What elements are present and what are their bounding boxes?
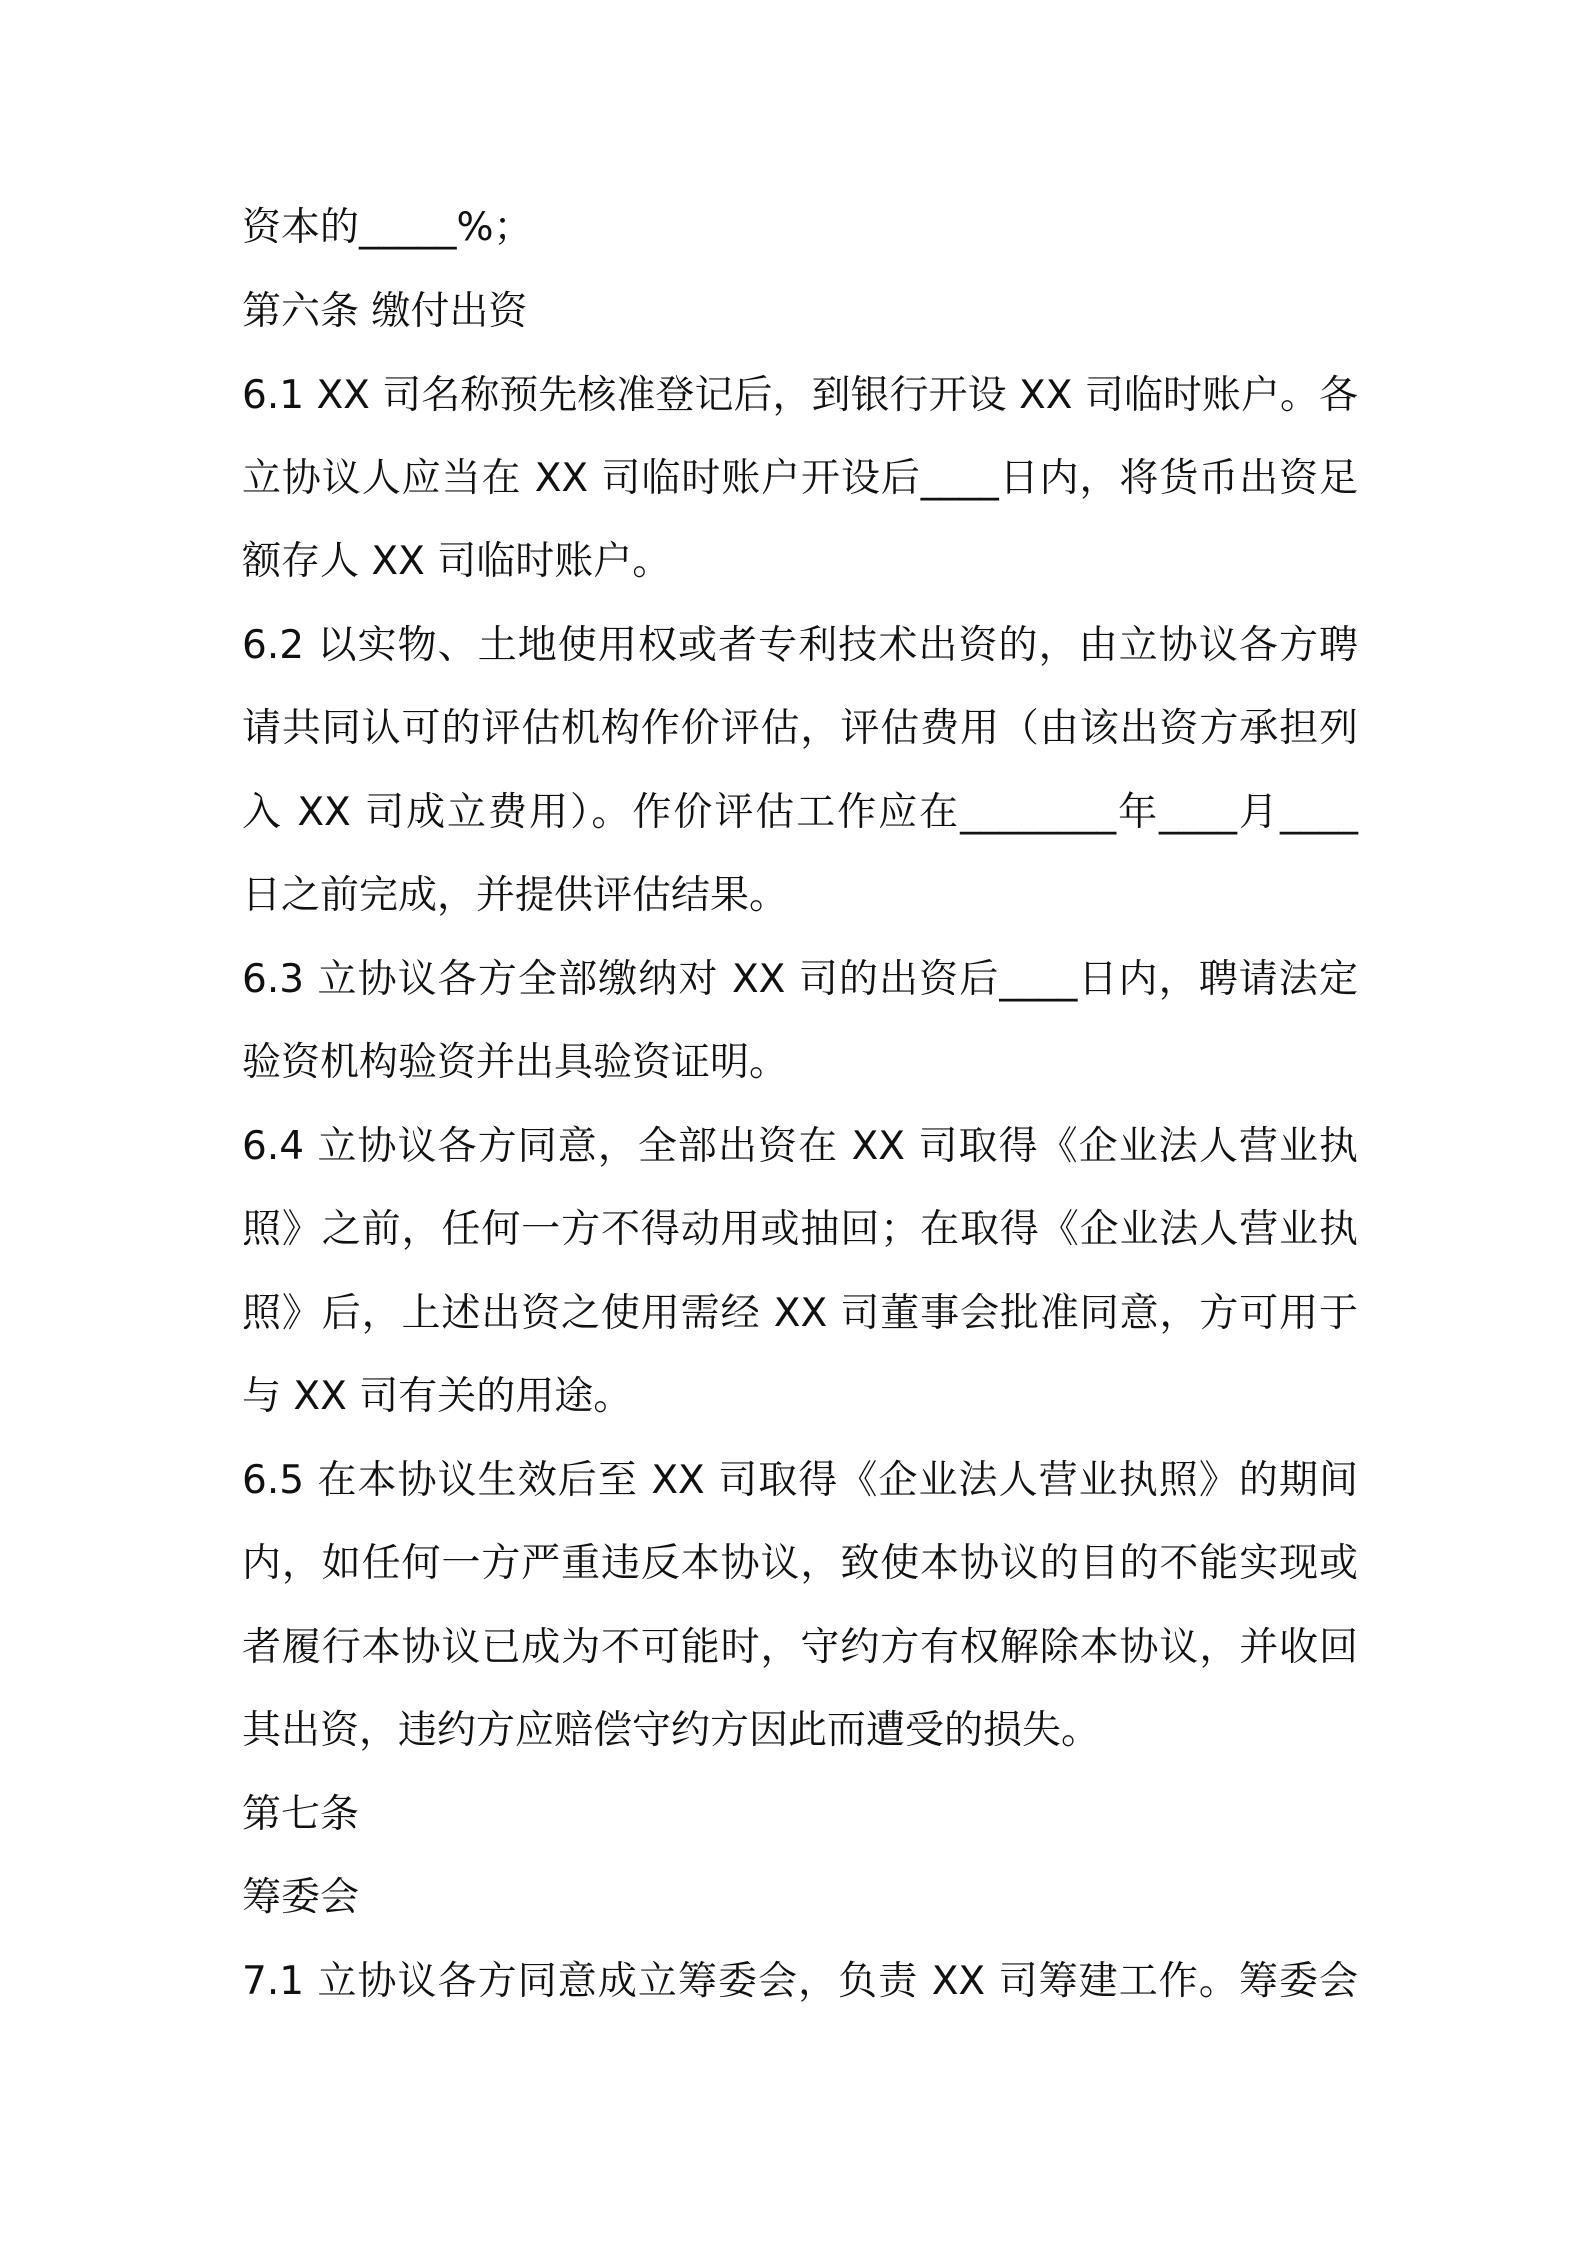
text-line-6-5-a: 6.5 在本协议生效后至 XX 司取得《企业法人营业执照》的期间 xyxy=(242,1458,1358,1503)
text-line-capital-ratio: 资本的_____%； xyxy=(242,205,533,250)
text-line-6-4-c: 照》后，上述出资之使用需经 XX 司董事会批准同意，方可用于 xyxy=(242,1291,1358,1336)
text-line-6-1-a: 6.1 XX 司名称预先核准登记后，到银行开设 XX 司临时账户。各 xyxy=(242,373,1358,418)
text-line-6-4-d: 与 XX 司有关的用途。 xyxy=(242,1374,633,1419)
text-line-6-2-d: 日之前完成，并提供评估结果。 xyxy=(242,873,789,918)
text-line-6-2-b: 请共同认可的评估机构作价评估，评估费用（由该出资方承担列 xyxy=(242,706,1358,751)
heading-article-6: 第六条 缴付出资 xyxy=(242,289,528,334)
text-line-6-1-c: 额存人 XX 司临时账户。 xyxy=(242,539,672,584)
heading-committee: 筹委会 xyxy=(242,1875,360,1920)
heading-article-7: 第七条 xyxy=(242,1792,360,1837)
text-line-6-5-c: 者履行本协议已成为不可能时，守约方有权解除本协议，并收回 xyxy=(242,1625,1358,1670)
text-line-7-1-a: 7.1 立协议各方同意成立筹委会，负责 XX 司筹建工作。筹委会 xyxy=(242,1959,1358,2004)
text-line-6-3-b: 验资机构验资并出具验资证明。 xyxy=(242,1040,789,1085)
text-line-6-4-a: 6.4 立协议各方同意，全部出资在 XX 司取得《企业法人营业执 xyxy=(242,1124,1358,1169)
text-line-6-2-a: 6.2 以实物、土地使用权或者专利技术出资的，由立协议各方聘 xyxy=(242,623,1358,668)
text-line-6-1-b: 立协议人应当在 XX 司临时账户开设后____日内，将货币出资足 xyxy=(242,456,1358,501)
text-line-6-2-c: 入 XX 司成立费用）。作价评估工作应在________年____月____ xyxy=(242,790,1358,835)
text-line-6-5-b: 内，如任何一方严重违反本协议，致使本协议的目的不能实现或 xyxy=(242,1541,1358,1586)
text-line-6-5-d: 其出资，违约方应赔偿守约方因此而遭受的损失。 xyxy=(242,1708,1101,1753)
document-page xyxy=(242,0,1358,2244)
text-line-6-4-b: 照》之前，任何一方不得动用或抽回；在取得《企业法人营业执 xyxy=(242,1207,1358,1252)
text-line-6-3-a: 6.3 立协议各方全部缴纳对 XX 司的出资后____日内，聘请法定 xyxy=(242,957,1358,1002)
